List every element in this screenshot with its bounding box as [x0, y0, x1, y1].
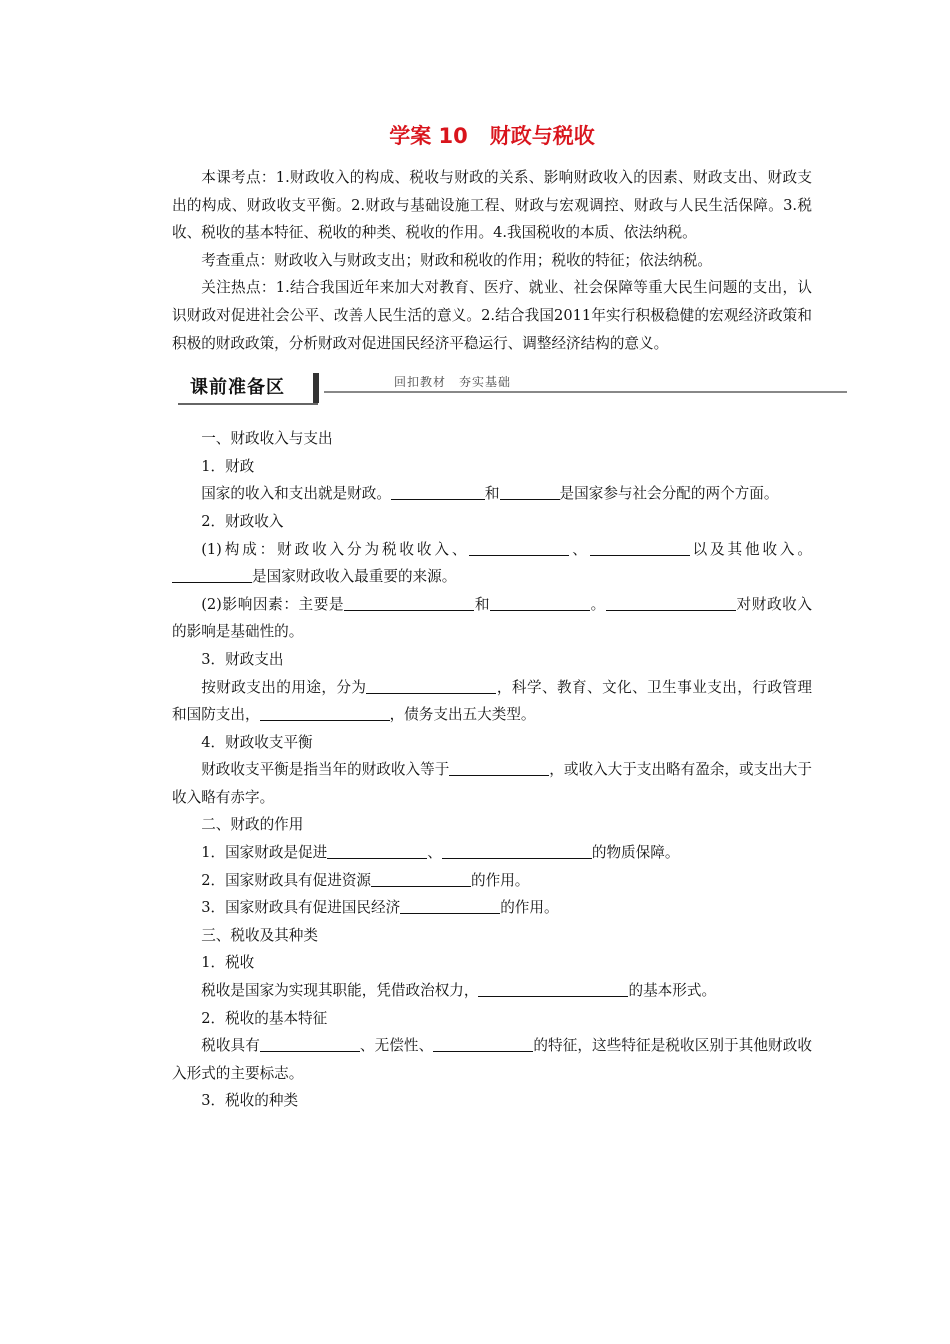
fill-in-line: 1．国家财政是促进 、 的物质保障。 [201, 844, 680, 862]
item-heading: 2．税收的基本特征 [201, 1009, 328, 1027]
blank-field[interactable] [478, 980, 628, 997]
section-heading: 一、财政收入与支出 [201, 430, 333, 448]
blank-field[interactable] [391, 483, 485, 500]
intro-redian: 关注热点：1.结合我国近年来加大对教育、医疗、就业、社会保障等重大民生问题的支出，认识财政对促进社会公平、改善人民生活的意义。2.结合我国2011年实行积极稳健的宏观经济政策和积极的财政政策，分析财政对促进国民经济平稳运行、调整经济结构的意义。 [172, 279, 812, 352]
blank-field[interactable] [606, 594, 736, 611]
lesson-topic: 财政与税收 [489, 124, 595, 148]
blank-field[interactable] [500, 483, 560, 500]
blank-field[interactable] [490, 594, 590, 611]
item-heading: 1．财政 [201, 457, 255, 475]
lesson-number: 学案 10 [389, 124, 468, 148]
banner-underline [178, 403, 318, 405]
fill-in-line: 3．国家财政具有促进国民经济 的作用。 [201, 899, 559, 917]
blank-field[interactable] [371, 870, 471, 887]
blank-field[interactable] [260, 704, 390, 721]
item-heading: 1．税收 [201, 954, 255, 972]
fill-in-line: 税收具有 、无偿性、 的特征，这些特征是税收区别于其他财政收入形式的主要标志。 [172, 1037, 812, 1082]
banner-label: 课前准备区 [190, 377, 285, 399]
fill-in-line: 按财政支出的用途，分为 ，科学、教育、文化、卫生事业支出，行政管理和国防支出， ，债务支出五大类型。 [172, 678, 812, 724]
banner-rule [324, 391, 847, 393]
fill-in-line: 2．国家财政具有促进资源 的作用。 [201, 871, 530, 889]
blank-field[interactable] [442, 842, 592, 859]
item-heading: 2．财政收入 [201, 512, 284, 530]
blank-field[interactable] [469, 539, 569, 556]
blank-field[interactable] [366, 677, 496, 694]
worksheet-page [172, 118, 812, 1115]
blank-field[interactable] [400, 897, 500, 914]
blank-field[interactable] [260, 1035, 360, 1052]
intro-zhongdian: 考查重点：财政收入与财政支出；财政和税收的作用；税收的特征；依法纳税。 [201, 251, 712, 269]
fill-in-line: (2)影响因素：主要是 和 。 对财政收入的影响是基础性的。 [172, 595, 812, 641]
item-heading: 3．财政支出 [201, 650, 284, 668]
blank-field[interactable] [433, 1035, 533, 1052]
page-title [172, 118, 812, 154]
item-heading: 4．财政收支平衡 [201, 733, 313, 751]
banner-bar [313, 373, 319, 403]
section-heading: 二、财政的作用 [201, 816, 304, 834]
fill-in-line: (1)构成：财政收入分为税收收入、 、 以及其他收入。是国家财政收入最重要的来源。 [172, 536, 812, 591]
blank-field[interactable] [327, 842, 427, 859]
fill-in-line: 财政收支平衡是指当年的财政收入等于 ，或收入大于支出略有盈余，或支出大于收入略有赤字。 [172, 761, 812, 806]
section-heading: 三、税收及其种类 [201, 926, 318, 944]
banner-subtitle: 回扣教材 夯实基础 [394, 375, 512, 390]
fill-in-line: 国家的收入和支出就是财政。 和 是国家参与社会分配的两个方面。 [201, 485, 779, 503]
blank-field[interactable] [344, 594, 474, 611]
intro-kaodian: 本课考点：1.财政收入的构成、税收与财政的关系、影响财政收入的因素、财政支出、财政支出的构成、财政收支平衡。2.财政与基础设施工程、财政与宏观调控、财政与人民生活保障。3.税收、税收的基本特征、税收的种类、税收的作用。4.我国税收的本质、依法纳税。 [172, 169, 812, 242]
blank-field[interactable] [590, 539, 690, 556]
item-heading: 3．税收的种类 [201, 1092, 299, 1110]
section-banner [172, 371, 812, 411]
fill-in-line: 税收是国家为实现其职能，凭借政治权力， 的基本形式。 [201, 982, 717, 1000]
blank-field[interactable] [449, 759, 549, 776]
blank-field[interactable] [172, 566, 252, 583]
